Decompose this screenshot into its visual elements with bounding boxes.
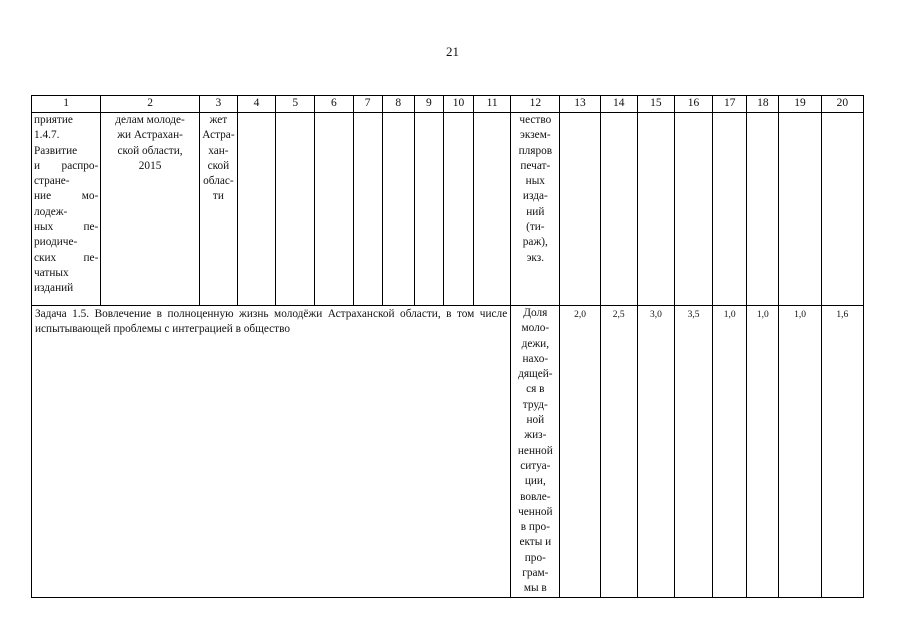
task-description: Задача 1.5. Вовлечение в полноценную жизнь молодёжи Астраханской области, в том числе испытывающей проблемы с интеграцией в общество <box>32 306 511 598</box>
empty-cell <box>600 113 637 306</box>
value-cell: 1,0 <box>779 306 821 598</box>
value-cell: 1,6 <box>821 306 863 598</box>
empty-cell <box>237 113 275 306</box>
empty-cell <box>674 113 712 306</box>
measure-name-cell: приятие 1.4.7. Развитие и распро- стране- ние мо- лодеж- ных пе- риодиче- ских пе- чатных изданий <box>32 113 101 306</box>
table-row-task <box>32 306 864 598</box>
empty-cell <box>474 113 511 306</box>
header-cell: 17 <box>713 96 747 113</box>
empty-cell <box>276 113 315 306</box>
header-cell: 11 <box>474 96 511 113</box>
indicator-cell: чество экзем- пляров печат- ных изда- ний (ти- раж), экз. <box>511 113 560 306</box>
empty-cell <box>443 113 473 306</box>
empty-cell <box>382 113 414 306</box>
empty-cell <box>315 113 353 306</box>
header-cell: 18 <box>747 96 779 113</box>
empty-cell <box>414 113 443 306</box>
header-cell: 8 <box>382 96 414 113</box>
empty-cell <box>821 113 863 306</box>
header-cell: 9 <box>414 96 443 113</box>
header-cell: 13 <box>560 96 600 113</box>
value-cell: 2,5 <box>600 306 637 598</box>
empty-cell <box>560 113 600 306</box>
empty-cell <box>637 113 674 306</box>
program-table <box>31 95 864 598</box>
indicator-cell: Доля моло- дежи, нахо- дящей- ся в труд- ной жиз- ненной ситуа- ции, вовле- ченной в про- екты и про- грам- мы в <box>511 306 560 598</box>
empty-cell <box>747 113 779 306</box>
page-number: 21 <box>446 44 459 59</box>
header-cell: 12 <box>511 96 560 113</box>
value-cell: 1,0 <box>747 306 779 598</box>
value-cell: 2,0 <box>560 306 600 598</box>
header-cell: 10 <box>443 96 473 113</box>
header-cell: 15 <box>637 96 674 113</box>
empty-cell <box>353 113 382 306</box>
header-cell: 19 <box>779 96 821 113</box>
value-cell: 1,0 <box>713 306 747 598</box>
header-cell: 5 <box>276 96 315 113</box>
header-cell: 3 <box>199 96 237 113</box>
header-cell: 6 <box>315 96 353 113</box>
header-cell: 16 <box>674 96 712 113</box>
header-cell: 2 <box>101 96 199 113</box>
header-cell: 1 <box>32 96 101 113</box>
executor-cell: делам молоде- жи Астрахан- ской области, 2015 <box>101 113 199 306</box>
header-cell: 14 <box>600 96 637 113</box>
header-row <box>32 96 864 113</box>
budget-cell: жет Астра- хан- ской облас- ти <box>199 113 237 306</box>
header-cell: 4 <box>237 96 275 113</box>
header-cell: 20 <box>821 96 863 113</box>
value-cell: 3,0 <box>637 306 674 598</box>
empty-cell <box>779 113 821 306</box>
header-cell: 7 <box>353 96 382 113</box>
table-row-measure <box>32 113 864 306</box>
empty-cell <box>713 113 747 306</box>
value-cell: 3,5 <box>674 306 712 598</box>
